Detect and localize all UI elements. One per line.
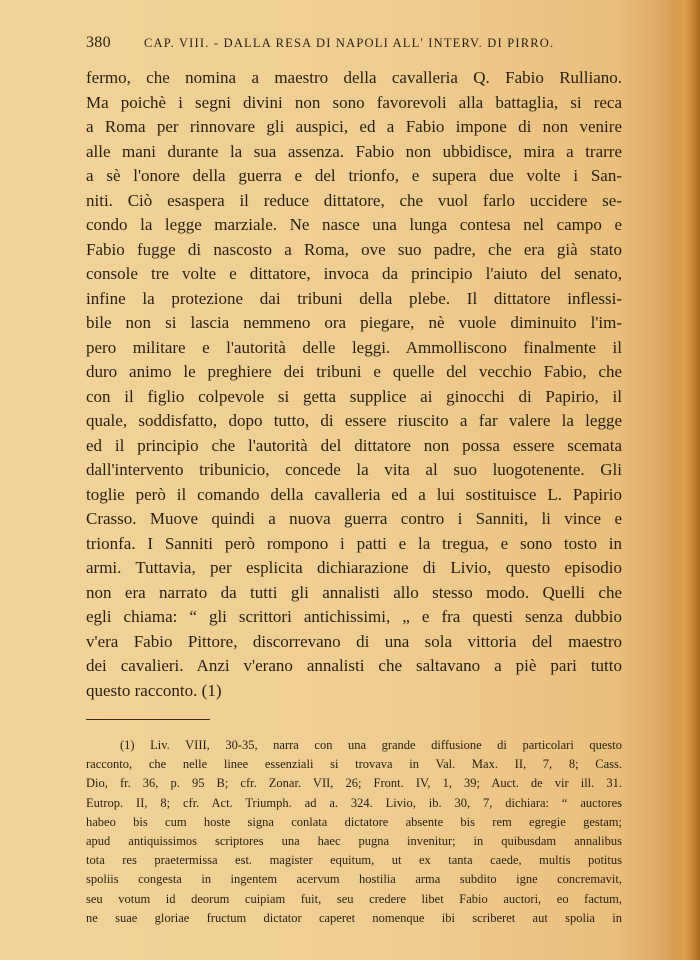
footnote-line: apud antiquissimos scriptores una haec pugna invenitur; in quibusdam annalibus [86, 833, 622, 848]
footnote-line: (1) Liv. VIII, 30-35, narra con una grande diffusione di particolari questo [120, 738, 622, 752]
body-line: dei cavalieri. Anzi v'erano annalisti che saltavano a piè pari tutto [86, 656, 622, 675]
footnote-line: ne suae gloriae fructum dictator caperet nomenque ibi scriberet aut spolia in [86, 910, 622, 925]
body-line: quale, soddisfatto, dopo tutto, di essere riuscito a far valere la legge [86, 411, 622, 430]
body-line: toglie però il comando della cavalleria ed a lui sostituisce L. Papirio [86, 484, 622, 504]
body-line: infine la protezione dai tribuni della plebe. Il dittatore inflessi- [86, 288, 622, 308]
body-line: non era narrato da tutti gli annalisti allo stesso modo. Quelli che [86, 582, 622, 602]
body-line: a sè l'onore della guerra e del trionfo, e supera due volte i San- [86, 166, 622, 185]
page-edge-shadow [674, 0, 700, 960]
page-header [86, 34, 626, 58]
body-line: egli chiama: “ gli scrittori antichissimi, „ e fra questi senza dubbio [86, 607, 622, 626]
body-line: console tre volte e dittatore, invoca da principio l'aiuto del senato, [86, 264, 622, 283]
body-line: dall'intervento tribunicio, concede la vita al suo luogotenente. Gli [86, 460, 622, 479]
footnote-line: Dio, fr. 36, p. 95 B; cfr. Zonar. VII, 26; Front. IV, 1, 39; Auct. de vir ill. 31. [86, 776, 622, 791]
footnote-line: tota res praetermissa est. magister equitum, ut ex tanta caede, multis potitus [86, 853, 622, 868]
footnotes [86, 736, 622, 928]
body-line: condo la legge marziale. Ne nasce una lunga contesa nel campo e [86, 215, 622, 234]
body-line: Crasso. Muove quindi a nuova guerra contro i Sanniti, li vince e [86, 509, 622, 528]
body-line: a Roma per rinnovare gli auspici, ed a Fabio impone di non venire [86, 117, 622, 136]
footnote-line: seu votum id deorum cuipiam fuit, seu credere libet Fabio auctori, eo factum, [86, 891, 622, 906]
footnote-line: Eutrop. II, 8; cfr. Act. Triumph. ad a. 324. Livio, ib. 30, 7, dichiara: “ auctores [86, 795, 622, 810]
body-text [86, 66, 622, 703]
body-line: pero militare e l'autorità delle leggi. Ammolliscono finalmente il [86, 337, 622, 357]
footnote-line: spoliis congesta in ingentem acervum hostilia arma subdito igne concremavit, [86, 872, 622, 887]
body-line: con il figlio colpevole si getta supplice ai ginocchi di Papirio, il [86, 386, 622, 406]
body-line: ed il principio che l'autorità del dittatore non possa essere scemata [86, 435, 622, 455]
page-number: 380 [86, 34, 111, 51]
body-line: Ma poichè i segni divini non sono favorevoli alla battaglia, si reca [86, 92, 622, 112]
body-line: duro animo le preghiere dei tribuni e quelle del vecchio Fabio, che [86, 362, 622, 381]
footnote-separator [86, 719, 210, 720]
body-line: v'era Fabio Pittore, discorrevano di una sola vittoria del maestro [86, 631, 622, 651]
footnote-line: habeo bis cum hoste signa conlata dictatore absente bis rem egregie gestam; [86, 814, 622, 829]
body-line: questo racconto. (1) [86, 680, 222, 700]
body-line: trionfa. I Sanniti però rompono i patti e la tregua, e sono tosto in [86, 533, 622, 553]
body-line: armi. Tuttavia, per esplicita dichiarazione di Livio, questo episodio [86, 558, 622, 577]
body-line: bile non si lascia nemmeno ora piegare, nè vuole diminuito l'im- [86, 313, 622, 332]
body-line: fermo, che nomina a maestro della cavalleria Q. Fabio Rulliano. [86, 68, 622, 87]
running-head: CAP. VIII. - DALLA RESA DI NAPOLI ALL' INTERV. DI PIRRO. [144, 36, 555, 50]
body-line: niti. Ciò esaspera il reduce dittatore, che vuol farlo uccidere se- [86, 190, 622, 210]
body-line: alle mani durante la sua assenza. Fabio non ubbidisce, mira a trarre [86, 141, 622, 161]
body-line: Fabio fugge di nascosto a Roma, ove suo padre, che era già stato [86, 239, 622, 259]
footnote-line: racconto, che nelle linee essenziali si trovava in Val. Max. II, 7, 8; Cass. [86, 757, 622, 772]
